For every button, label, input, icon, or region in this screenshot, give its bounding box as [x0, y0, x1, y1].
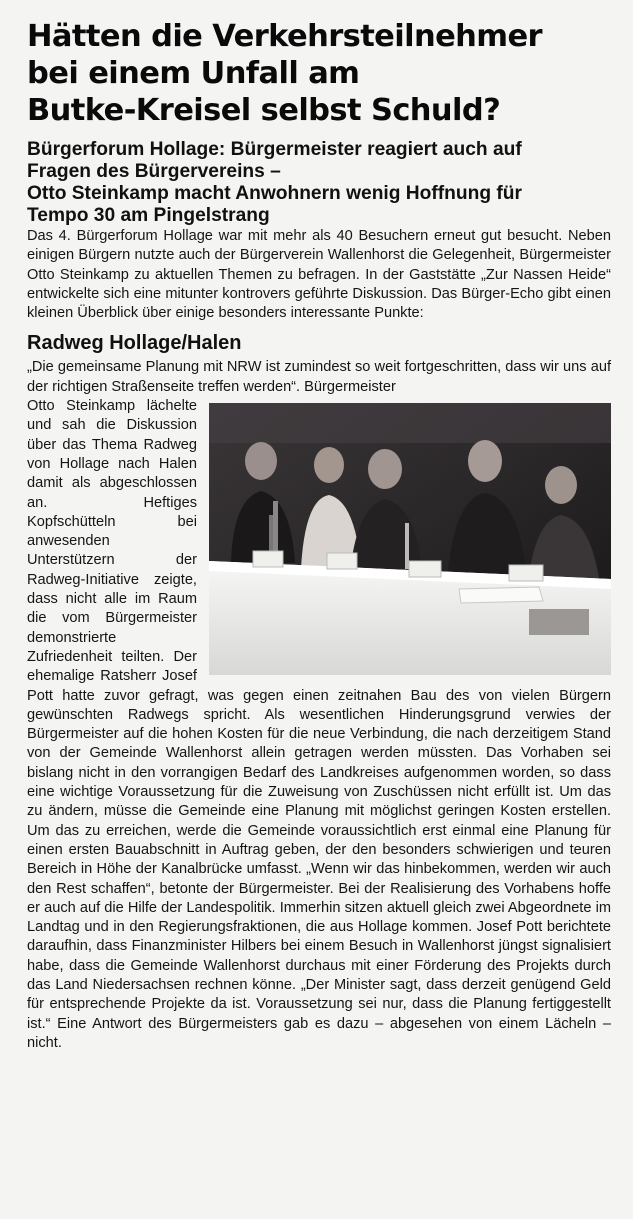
headline-line: Butke-Kreisel selbst Schuld? [27, 93, 501, 128]
section-intro: „Die gemeinsame Planung mit NRW ist zumindest so weit fortgeschritten, dass wir uns auf der richtigen Straßenseite treffen werden“. Bürgermeister [27, 359, 611, 395]
subheadline-line: Tempo 30 am Pingelstrang [27, 205, 270, 226]
section-title: Radweg Hollage/Halen [27, 332, 242, 355]
panel-discussion-photo [209, 403, 611, 675]
subheadline-line: Fragen des Bürgervereins – [27, 161, 281, 182]
lede-paragraph: Das 4. Bürgerforum Hollage war mit mehr als 40 Besuchern erneut gut besucht. Neben einigen Bürgern nutzte auch der Bürgerverein Wallenhorst die Gelegenheit, Bürgermeister Otto Steinkamp zu aktuellen Themen zu befragen. In der Gaststätte „Zur Nassen Heide“ entwickelte sich eine mitunter kontrovers geführte Diskussion. Das Bürger-Echo gibt einen kleinen Überblick über einige besonders interessante Punkte: [27, 228, 611, 322]
section-wrap: Otto Steinkamp lächelte und sah die Diskussion über das Thema Radweg von Hollage nach Halen damit als abgeschlossen an. Heftiges Kopfschütteln bei anwesenden Unterstützern der Radweg-Initiative zeigte, dass nicht alle im Raum die vom Bürgermeister demonstrierte Zufriedenheit teilten. [27, 398, 197, 665]
event-photo [209, 403, 611, 675]
headline-line: bei einem Unfall am [27, 56, 360, 91]
subheadline [27, 139, 611, 227]
section-rest: Der ehemalige Ratsherr Josef Pott hatte zuvor gefragt, was gegen einen zeitnahen Bau des von vielen Bürgern gewünschten Radwegs spricht. Als wesentlichen Hinderungsgrund verwies der Bürgermeister auf die hohen Kosten für die neue Verbindung, die nach derzeitigem Stand von der Gemeinde Wallenhorst allein getragen werden müssten. Das Vorhaben sei bislang nicht in den vorrangigen Bedarf des Landkreises aufgenommen worden, so dass eine wichtige Voraussetzung für die Zuweisung von Zuschüssen nicht erfüllt ist. Um das zu ändern, müsse die Gemeinde eine Planung mit möglichst geringen Kosten erstellen. Um das zu erreichen, werde die Gemeinde voraussichtlich erst einmal eine Planung für einen ersten Bauabschnitt in Auftrag geben, der den besonders schwierigen und teuren Bereich in Höhe der Kanalbrücke umfasst. „Wenn wir das hinbekommen, werden wir auch den Rest schaffen“, betonte der Bürgermeister. Bei der Realisierung des Vorhabens hoffe er auch auf die Hilfe der Landespolitik. Immerhin sitzen aktuell gleich zwei Abgeordnete im Landtag und in den Regierungsfraktionen, die aus Hollage kommen. Josef Pott berichtete daraufhin, dass Finanzminister Hilbers bei einem Besuch in Wallenhorst jüngst signalisiert habe, dass die Gemeinde Wallenhorst durchaus mit einer Förderung des Projekts durch das Land Niedersachsen rechnen könne. „Der Minister sagt, dass derzeit genügend Geld für entsprechende Projekte da ist. Voraussetzung sei nur, dass die Planung fertiggestellt ist.“ Eine Antwort des Bürgermeisters gab es dazu – abgesehen von einem Lächeln – nicht. [27, 648, 611, 1051]
section-body [27, 358, 611, 1053]
subheadline-line: Otto Steinkamp macht Anwohnern wenig Hoffnung für [27, 183, 522, 204]
headline [27, 18, 611, 129]
headline-line: Hätten die Verkehrsteilnehmer [27, 19, 542, 54]
subheadline-line: Bürgerforum Hollage: Bürgermeister reagiert auch auf [27, 139, 522, 160]
